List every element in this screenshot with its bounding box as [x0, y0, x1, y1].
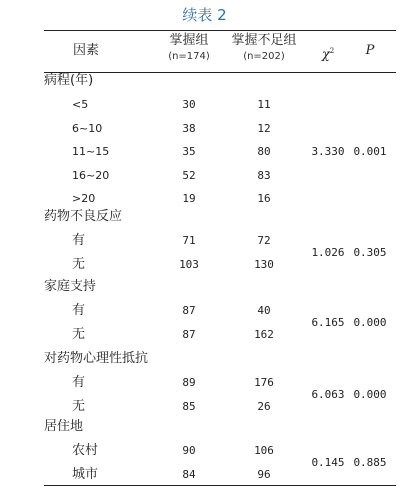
insufficient-count: 72 [257, 234, 271, 247]
category-label: 居住地 [44, 419, 84, 434]
p-value: 0.885 [353, 455, 387, 469]
insufficient-count: 130 [254, 257, 274, 271]
insufficient-count: 12 [257, 121, 271, 135]
row-label: 城市 [72, 466, 99, 482]
header-chi-symbol: χ [321, 47, 330, 63]
category-label: 药物不良反应 [44, 209, 123, 224]
row-label: 有 [72, 375, 86, 390]
mastery-count: 52 [182, 168, 196, 182]
mastery-count: 19 [182, 192, 196, 205]
chi-square-value: 6.063 [311, 387, 345, 401]
insufficient-count: 11 [257, 98, 271, 111]
header-insufficient-group [227, 33, 301, 65]
mastery-count: 84 [182, 467, 196, 481]
mastery-count: 90 [182, 444, 196, 457]
mastery-count: 87 [182, 304, 196, 317]
insufficient-count: 106 [254, 444, 274, 457]
row-label: 农村 [72, 443, 99, 458]
mastery-count: 89 [182, 376, 196, 389]
row-label: 无 [72, 256, 86, 272]
table-caption: 续表 2 [182, 6, 227, 24]
header-mastery-group [161, 33, 217, 65]
row-label: 无 [72, 326, 86, 342]
p-value: 0.000 [353, 387, 387, 401]
row-label: <5 [72, 98, 89, 111]
insufficient-count: 96 [257, 467, 271, 481]
insufficient-count: 26 [257, 399, 271, 413]
insufficient-count: 40 [257, 304, 271, 317]
row-label: >20 [72, 192, 96, 205]
mastery-count: 30 [182, 98, 196, 111]
mastery-count: 38 [182, 121, 196, 135]
mastery-count: 71 [182, 234, 196, 247]
table-bottom-rule [44, 485, 396, 486]
p-value: 0.305 [353, 245, 387, 259]
chi-square-value: 6.165 [311, 315, 345, 329]
header-mastery-group-label: 掌握组 [169, 33, 209, 48]
chi-square-value: 0.145 [311, 455, 345, 469]
insufficient-count: 176 [254, 376, 274, 389]
insufficient-count: 80 [257, 145, 271, 158]
insufficient-count: 83 [257, 168, 271, 182]
header-insufficient-group-n: (n=202) [243, 51, 285, 62]
row-label: 无 [72, 398, 86, 414]
table-header-rule [44, 72, 396, 73]
row-label: 16~20 [72, 168, 110, 182]
header-mastery-group-n: (n=174) [168, 51, 210, 62]
table-top-rule [44, 30, 396, 31]
row-label: 6~10 [72, 121, 103, 135]
category-label: 对药物心理性抵抗 [44, 351, 149, 366]
header-chi-square [306, 43, 350, 63]
row-label: 有 [72, 233, 86, 248]
mastery-count: 85 [182, 399, 196, 413]
chi-square-value: 3.330 [311, 145, 345, 158]
header-factor: 因素 [73, 43, 100, 58]
category-label: 病程(年) [44, 73, 94, 88]
insufficient-count: 162 [254, 327, 274, 341]
chi-square-value: 1.026 [311, 245, 345, 259]
header-p-value: P [365, 43, 375, 58]
mastery-count: 87 [182, 327, 196, 341]
mastery-count: 103 [179, 257, 199, 271]
p-value: 0.001 [353, 145, 387, 158]
header-insufficient-group-label: 掌握不足组 [231, 33, 297, 48]
row-label: 11~15 [72, 145, 110, 158]
row-label: 有 [72, 303, 86, 318]
insufficient-count: 16 [257, 192, 271, 205]
category-label: 家庭支持 [44, 279, 97, 294]
p-value: 0.000 [353, 315, 387, 329]
header-chi-superscript: 2 [329, 47, 335, 55]
mastery-count: 35 [182, 145, 196, 158]
